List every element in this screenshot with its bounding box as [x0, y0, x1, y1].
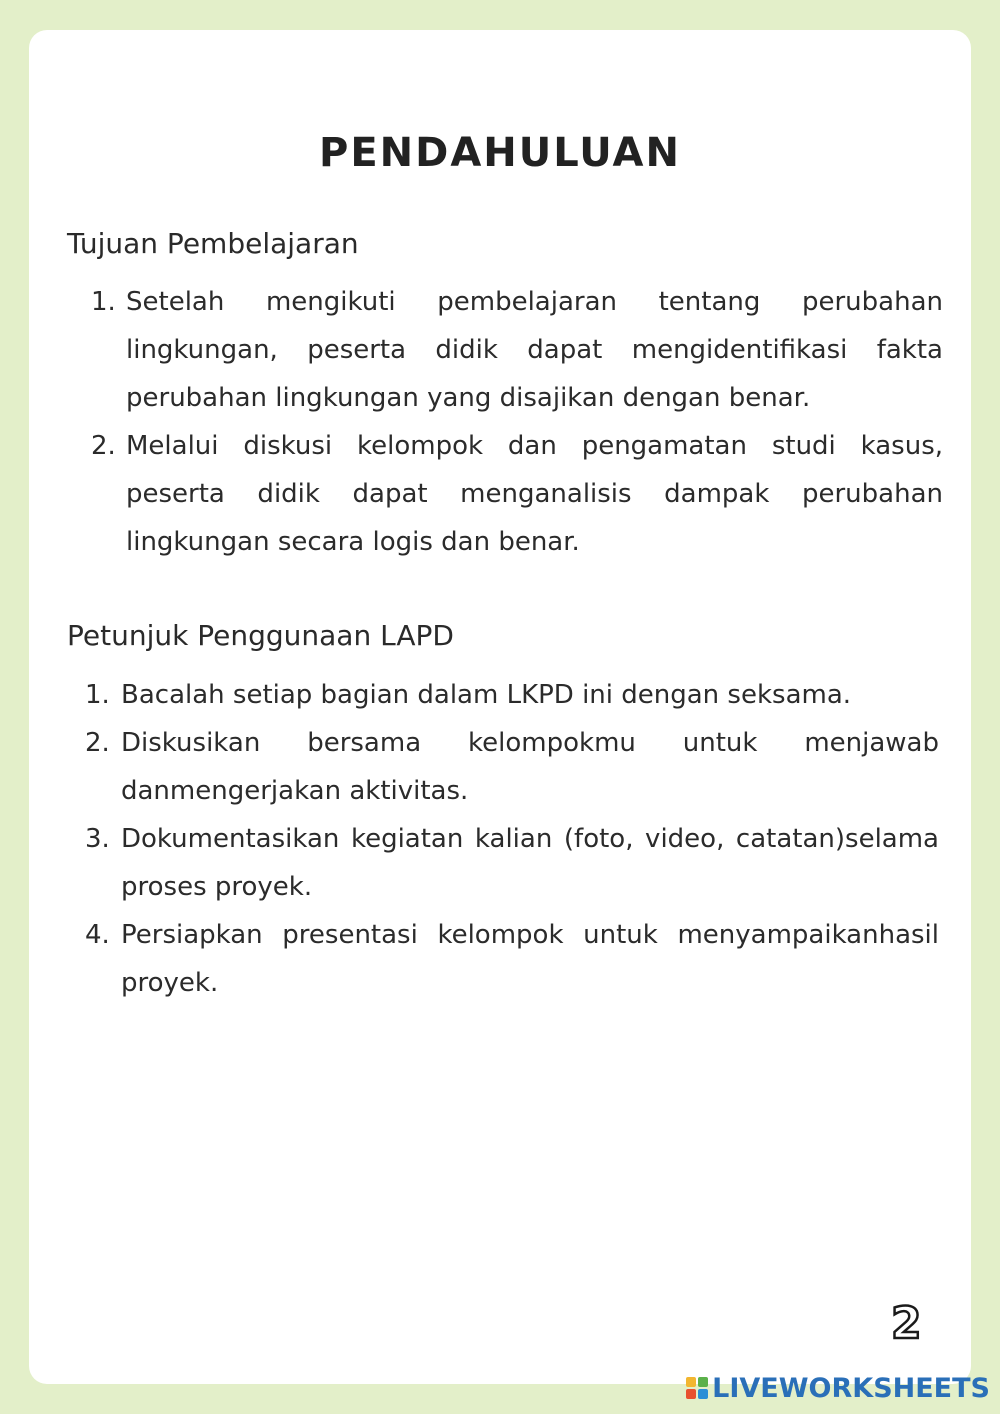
brand-logo-text: LIVEWORKSHEETS	[712, 1372, 990, 1404]
worksheet-page	[29, 30, 971, 1384]
list-item-number: 1.	[91, 287, 116, 317]
list-item-number: 2.	[91, 431, 116, 461]
page-number: 2	[891, 1298, 922, 1349]
liveworksheets-brand[interactable]	[686, 1372, 990, 1404]
logo-tile	[686, 1389, 696, 1399]
page-title: PENDAHULUAN	[319, 130, 681, 176]
list-item-number: 1.	[85, 680, 110, 710]
list-item-text: Diskusikan bersama kelompokmu untuk menjawab danmengerjakan aktivitas.	[121, 728, 939, 806]
list-item	[85, 815, 939, 911]
list-item	[85, 719, 939, 815]
list-item	[85, 671, 939, 719]
list-item	[91, 422, 943, 566]
list-item-text: Melalui diskusi kelompok dan pengamatan studi kasus, peserta didik dapat menganalisis dampak perubahan lingkungan secara logis dan benar.	[126, 431, 943, 557]
list-item	[91, 278, 943, 422]
list-item-text: Persiapkan presentasi kelompok untuk menyampaikanhasil proyek.	[121, 920, 939, 998]
logo-tile	[698, 1377, 708, 1387]
list-item-text: Dokumentasikan kegiatan kalian (foto, video, catatan)selama proses proyek.	[121, 824, 939, 902]
list-item-text: Bacalah setiap bagian dalam LKPD ini dengan seksama.	[121, 680, 852, 710]
list-item-number: 4.	[85, 920, 110, 950]
logo-tile	[686, 1377, 696, 1387]
list-item-text: Setelah mengikuti pembelajaran tentang perubahan lingkungan, peserta didik dapat mengidentifikasi fakta perubahan lingkungan yang disajikan dengan benar.	[126, 287, 943, 413]
section-heading-learning-objectives: Tujuan Pembelajaran	[67, 227, 359, 260]
section-heading-usage-instructions: Petunjuk Penggunaan LAPD	[67, 619, 454, 652]
list-item-number: 3.	[85, 824, 110, 854]
usage-instructions-list	[85, 671, 939, 1007]
logo-tile	[698, 1389, 708, 1399]
liveworksheets-logo-icon	[686, 1377, 708, 1399]
list-item	[85, 911, 939, 1007]
learning-objectives-list	[91, 278, 943, 566]
list-item-number: 2.	[85, 728, 110, 758]
